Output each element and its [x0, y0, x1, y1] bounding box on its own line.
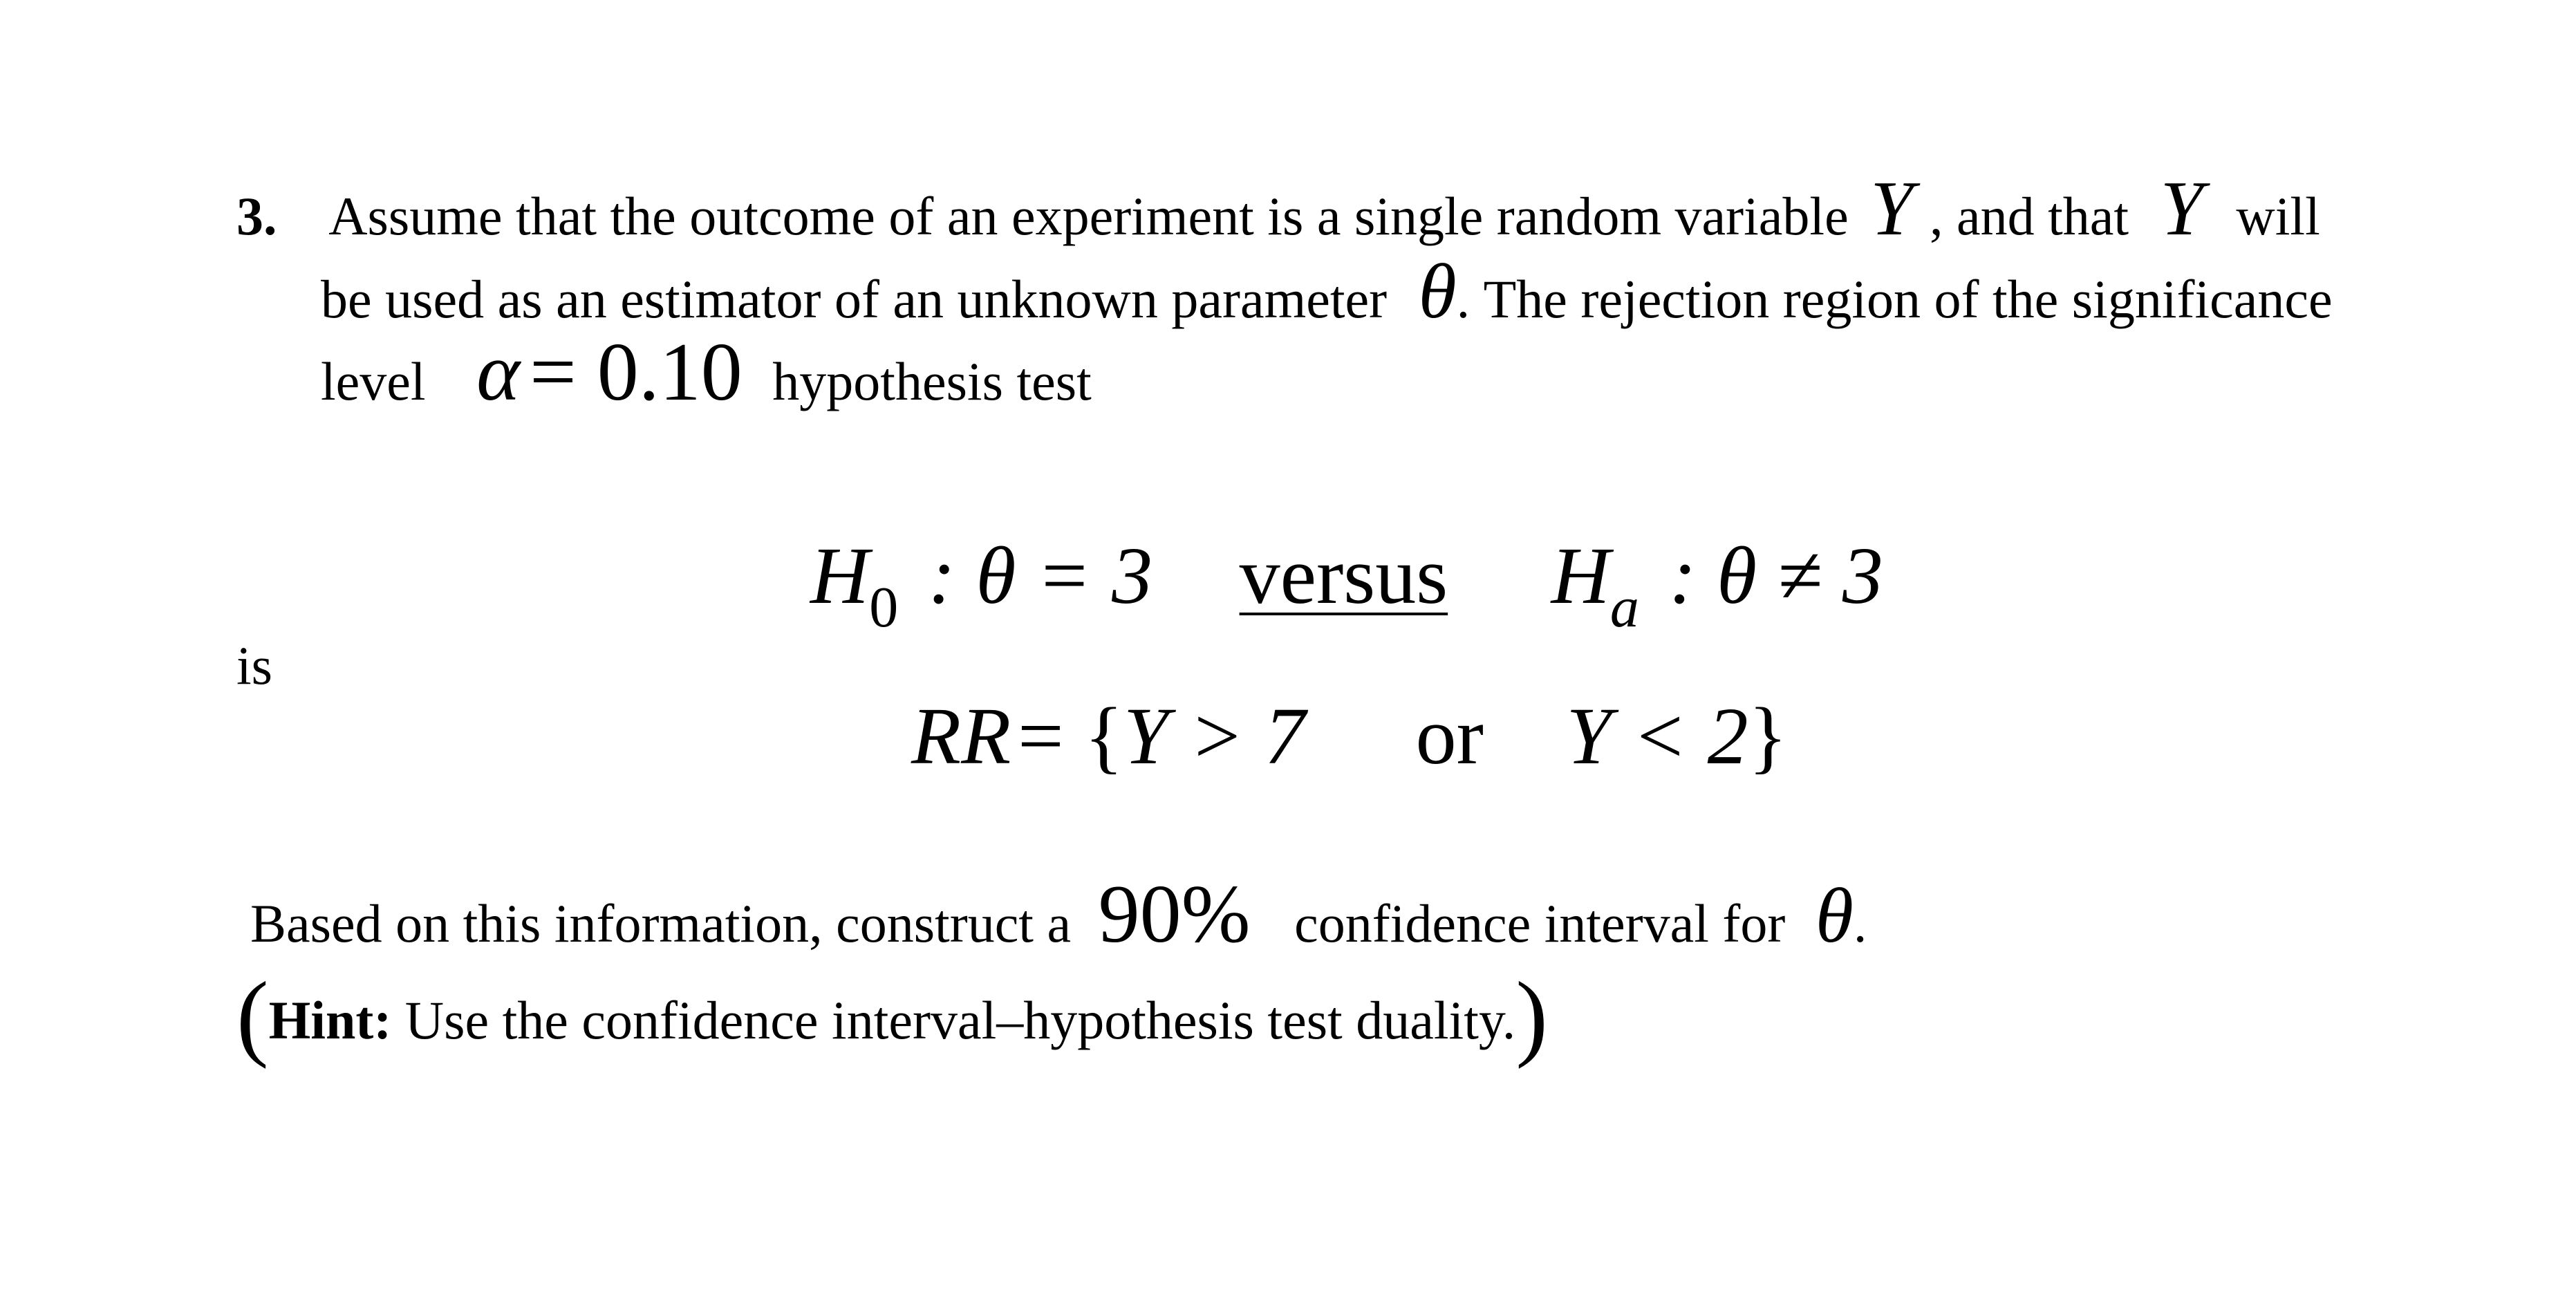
task-text: Based on this information, construct a [250, 893, 1072, 953]
problem-number: 3. [236, 186, 277, 246]
or-word: or [1415, 691, 1484, 781]
problem-line-1 [236, 166, 2320, 252]
task-text-end: . [1853, 893, 1867, 953]
confidence-percent: 90% [1098, 868, 1251, 960]
rejection-region-open: = { [1018, 691, 1123, 781]
math-alpha-value: = 0.10 [530, 326, 743, 418]
alt-hypothesis-subscript: a [1609, 575, 1639, 640]
task-text: confidence interval for [1294, 893, 1786, 953]
rejection-region-label: RR [911, 691, 1011, 781]
problem-line-2 [321, 249, 2333, 335]
problem-line-3 [321, 326, 1092, 418]
rejection-region-close: } [1748, 691, 1788, 781]
problem-text: level [321, 351, 426, 411]
task-line [250, 868, 1867, 960]
hint-close-paren: ) [1515, 962, 1548, 1070]
hint-open-paren: ( [236, 962, 269, 1070]
math-variable-y: Y [1870, 166, 1914, 252]
math-alpha: α [476, 326, 521, 418]
problem-text: hypothesis test [772, 351, 1092, 411]
alt-hypothesis-symbol: H [1551, 530, 1610, 621]
versus-word: versus [1239, 530, 1448, 621]
problem-text: be used as an estimator of an unknown parameter [321, 269, 1388, 329]
problem-text: Assume that the outcome of an experiment is a single random variable [328, 186, 1849, 246]
math-variable-y: Y [2160, 166, 2203, 252]
hint-label: Hint: [268, 990, 392, 1050]
null-hypothesis-subscript: 0 [869, 575, 899, 640]
problem-text: , and that [1930, 186, 2129, 246]
alt-hypothesis-expression: : θ ≠ 3 [1669, 530, 1883, 621]
hint-text: Use the confidence interval–hypothesis test duality. [404, 990, 1516, 1050]
rejection-region-equation [911, 691, 1788, 781]
rejection-condition-upper: Y > 7 [1123, 691, 1306, 781]
rejection-condition-lower: Y < 2 [1566, 691, 1748, 781]
problem-text: . The rejection region of the significance [1456, 269, 2333, 329]
null-hypothesis-expression: : θ = 3 [928, 530, 1153, 621]
problem-text: will [2236, 186, 2320, 246]
is-label: is [236, 635, 273, 696]
math-theta: θ [1418, 249, 1457, 335]
hint-line [236, 962, 1548, 1070]
hypotheses-equation [810, 530, 1883, 640]
null-hypothesis-symbol: H [810, 530, 870, 621]
math-theta: θ [1815, 873, 1854, 959]
